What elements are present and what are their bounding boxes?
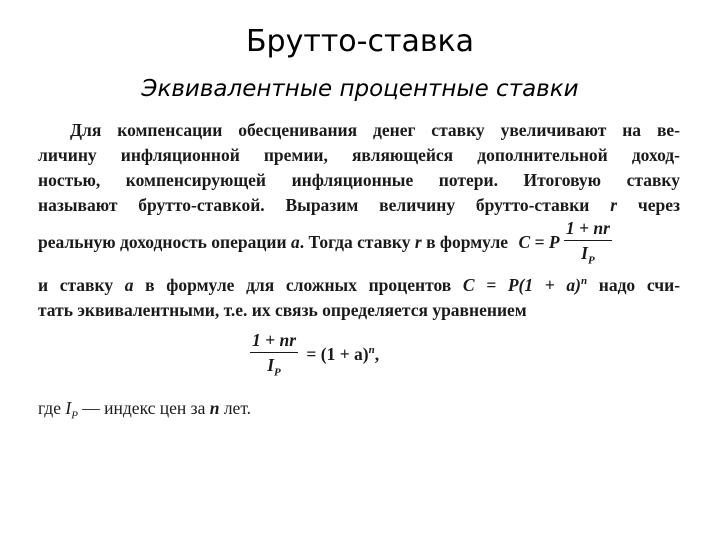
equation-fraction [250, 330, 298, 379]
text-line-6 [38, 275, 680, 296]
formula-compound-text: C = P(1 + a) [462, 275, 581, 295]
var-a: a [124, 275, 134, 295]
text-line-5-a: реальную доходность операции [38, 232, 287, 253]
equation-exp: n [368, 344, 375, 357]
text-line-6-c: надо счи- [598, 275, 681, 295]
text-line-8 [38, 398, 251, 422]
equation-comma: , [374, 344, 380, 365]
ip-base: I [581, 243, 588, 264]
text-line-1: Для компенсации обесценивания денег ставку увеличивают на ве- [70, 120, 680, 140]
formula-compound-exp: n [580, 275, 588, 288]
ip-base: I [267, 355, 275, 376]
fraction-denominator [564, 240, 612, 267]
text-line-6-a: и ставку [38, 275, 114, 295]
ip-sub: P [274, 366, 281, 379]
text-line-5-b: . Тогда ставку [299, 232, 411, 253]
equation-rhs [306, 344, 379, 364]
fraction-numerator: 1 + nr [565, 218, 610, 238]
var-r: r [610, 195, 618, 215]
equation-denominator [250, 352, 298, 379]
text-line-7: тать эквивалентными, т.е. их связь определяется уравнением [38, 300, 527, 320]
text-line-5-c: в формуле [426, 232, 509, 253]
slide-subtitle: Эквивалентные процентные ставки [141, 76, 579, 102]
text-line-8-c: лет. [223, 398, 252, 418]
equation-rhs-text: = (1 + a) [306, 344, 369, 365]
ip-sub: P [71, 409, 78, 422]
text-line-4 [38, 195, 680, 216]
ip-base: I [65, 398, 72, 418]
formula-simple-fraction [564, 218, 612, 267]
text-line-8-a: где [38, 398, 61, 418]
text-line-4-b: через [637, 195, 681, 215]
formula-simple-lhs: C = P [518, 232, 560, 253]
text-line-3: ностью, компенсирующей инфляционные потери. Итоговую ставку [38, 170, 680, 190]
formula-compound [463, 275, 587, 295]
var-a: a [290, 232, 300, 253]
var-r: r [414, 232, 422, 253]
equation-numerator: 1 + nr [252, 330, 297, 350]
text-line-6-b: в формуле для сложных процентов [145, 275, 452, 295]
text-line-2: личину инфляционной премии, являющейся дополнительной доход- [38, 145, 680, 165]
text-line-5 [38, 218, 612, 267]
ip-symbol [65, 398, 78, 422]
slide-title: Брутто-ставка [245, 24, 475, 59]
ip-sub: P [587, 254, 595, 267]
equivalence-equation [250, 330, 379, 379]
var-n: n [209, 398, 220, 418]
text-line-4-a: называют брутто-ставкой. Выразим величину брутто-ставки [38, 195, 590, 215]
text-line-8-b: — индекс цен за [82, 398, 206, 418]
